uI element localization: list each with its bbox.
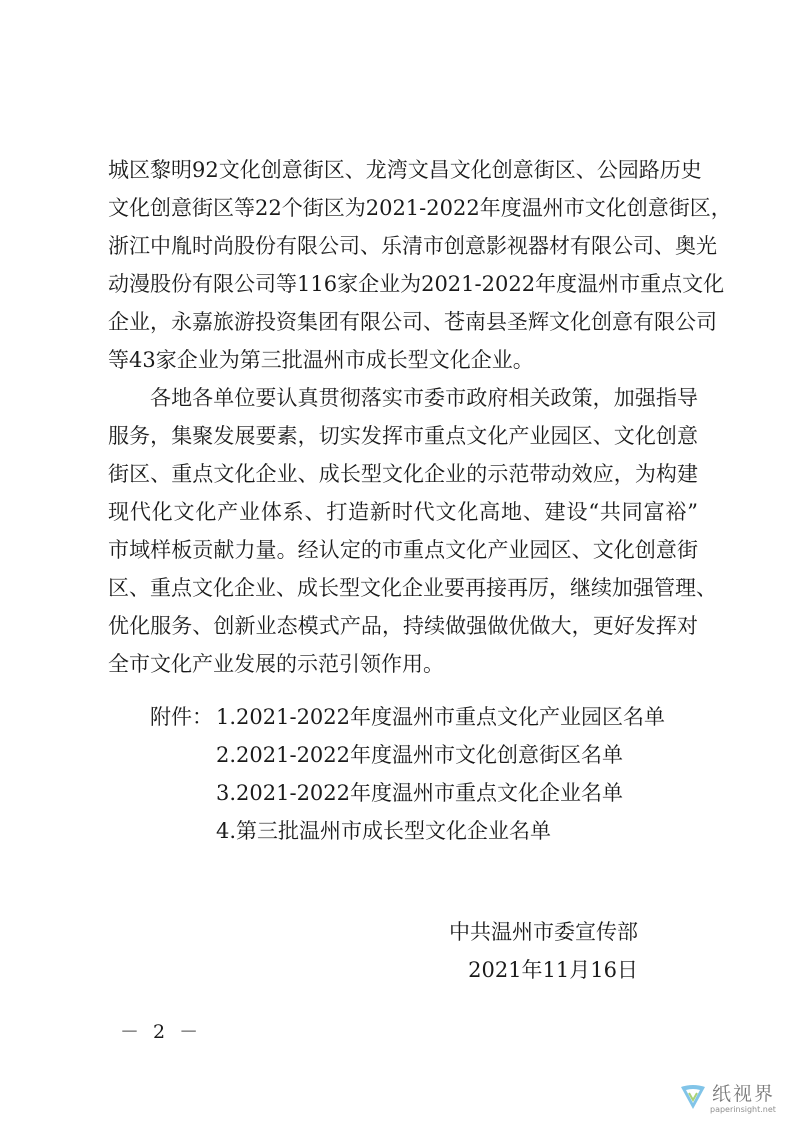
paragraph-2-line: 现代化文化产业体系、打造新时代文化高地、建设“共同富裕”	[108, 500, 698, 524]
attachment-item: 3.2021-2022年度温州市重点文化企业名单	[216, 781, 624, 805]
paragraph-2-line: 各地各单位要认真贯彻落实市委市政府相关政策，加强指导	[150, 386, 698, 410]
signature-date: 2021年11月16日	[468, 958, 638, 982]
paragraph-1-line: 企业，永嘉旅游投资集团有限公司、苍南县圣辉文化创意有限公司	[108, 310, 717, 334]
attachments-label: 附件：	[150, 705, 213, 729]
attachment-item: 1.2021-2022年度温州市重点文化产业园区名单	[216, 705, 666, 729]
watermark-url: paperinsight.net	[710, 1105, 776, 1114]
page-number: － 2 －	[120, 1021, 203, 1043]
attachment-item: 4.第三批温州市成长型文化企业名单	[216, 819, 552, 843]
paragraph-1-line: 等43家企业为第三批温州市成长型文化企业。	[108, 348, 534, 372]
paragraph-2-line: 市域样板贡献力量。经认定的市重点文化产业园区、文化创意街	[108, 538, 698, 562]
paragraph-1-line: 浙江中胤时尚股份有限公司、乐清市创意影视器材有限公司、奥光	[108, 234, 717, 258]
paragraph-2-line: 街区、重点文化企业、成长型文化企业的示范带动效应，为构建	[108, 462, 698, 486]
paragraph-1-line: 城区黎明92文化创意街区、龙湾文昌文化创意街区、公园路历史	[108, 158, 702, 182]
paragraph-1-line: 动漫股份有限公司等116家企业为2021-2022年度温州市重点文化	[108, 272, 725, 296]
paragraph-2-line: 服务，集聚发展要素，切实发挥市重点文化产业园区、文化创意	[108, 424, 698, 448]
paragraph-2-line: 优化服务、创新业态模式产品，持续做强做优做大，更好发挥对	[108, 614, 698, 638]
watermark-logo	[676, 1077, 788, 1123]
signature-organization: 中共温州市委宣传部	[449, 920, 638, 944]
paragraph-1-line: 文化创意街区等22个街区为2021-2022年度温州市文化创意街区，	[108, 196, 732, 220]
attachment-item: 2.2021-2022年度温州市文化创意街区名单	[216, 743, 624, 767]
paperinsight-logo-icon	[678, 1081, 708, 1111]
watermark-brand-text: 纸视界	[712, 1083, 776, 1105]
paragraph-2-line: 区、重点文化企业、成长型文化企业要再接再厉，继续加强管理、	[108, 576, 717, 600]
paragraph-2-line: 全市文化产业发展的示范引领作用。	[108, 652, 444, 676]
